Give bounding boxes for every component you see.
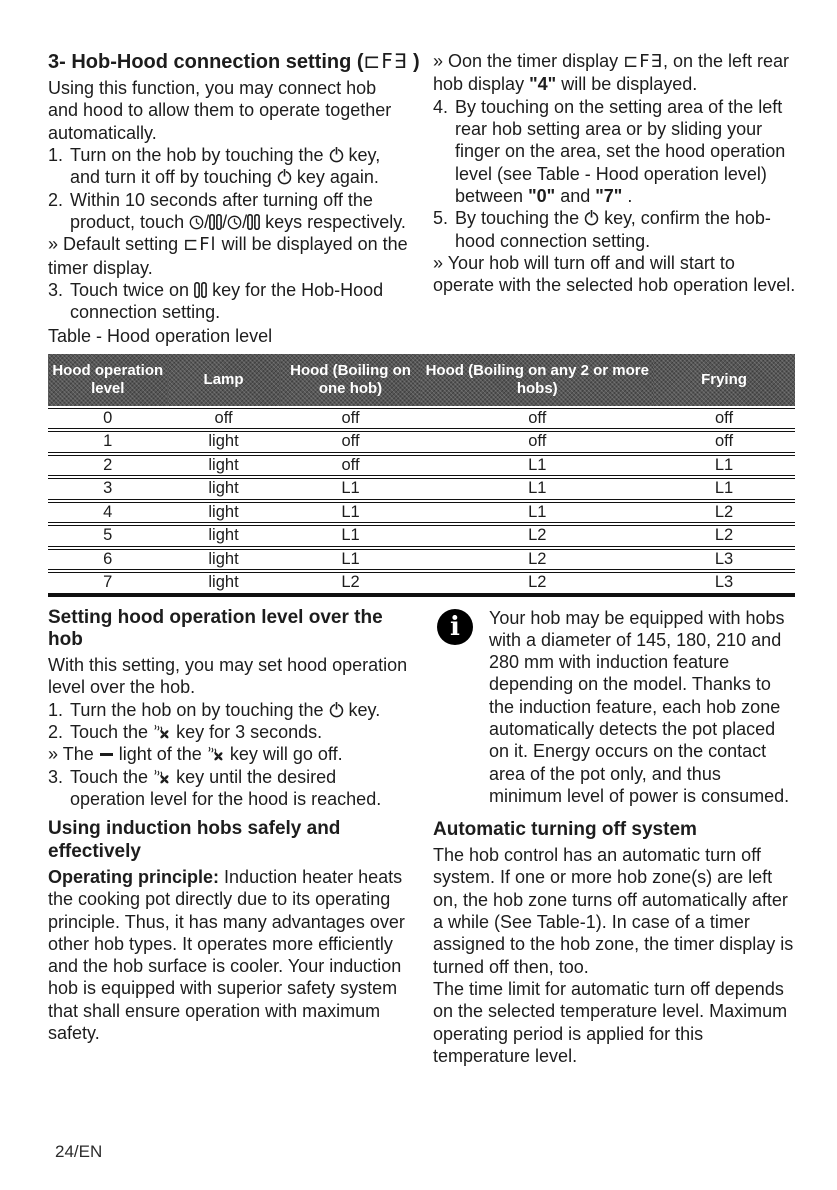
table-cell: 1 [48,431,168,452]
result-note [48,233,411,279]
result-note [48,743,411,765]
segment-display-cf3: ⊏F∃ [363,49,408,73]
timer-bars-icon [194,282,207,298]
table-row [48,502,795,523]
list-text: key again. [296,167,379,188]
bold-value: "7" [595,185,623,206]
paragraph: With this setting, you may set hood operation level over the hob. [48,655,408,698]
table-cell: off [168,408,280,429]
page-number: 24/EN [55,1142,103,1161]
hood-operation-table [48,352,795,599]
table-cell: 2 [48,455,168,476]
note-mark: » [433,252,444,273]
list-item [48,766,411,811]
table-cell: L1 [280,525,422,546]
note-text: The [62,744,94,765]
table-cell: light [168,455,280,476]
table-cell: off [653,408,795,429]
timer-clock-icon [189,215,204,230]
list-text: key until the desired operation level for the hood is reached. [70,766,382,809]
table-header-cell: Frying [653,354,795,406]
table-cell: L1 [280,478,422,499]
note-text: key will go off. [229,744,343,765]
list-text: key for 3 seconds. [176,722,323,743]
list-number: 1. [48,144,64,165]
bold-value: "0" [528,185,556,206]
note-text: , on the left rear hob display [433,51,790,95]
bold-lead: Operating principle: [48,866,220,887]
table-body [48,408,795,597]
list-item [433,207,796,252]
table-row [48,572,795,596]
paragraph: The time limit for automatic turn off depends on the selected temperature level. Maximum operating period is applied for this temperature level. [433,978,788,1066]
power-icon [329,146,344,163]
note-text: Oon the timer display [448,51,619,71]
table-cell: light [168,431,280,452]
table-cell: L2 [421,572,653,596]
table-cell: light [168,478,280,499]
subsection-heading: Automatic turning off system [433,819,697,841]
table-cell: L2 [653,525,795,546]
table-header-cell: Hood (Boiling on one hob) [280,354,422,406]
table-cell: L3 [653,549,795,570]
table-cell: L1 [421,455,653,476]
note-text: will be displayed on the timer display. [48,234,408,278]
table-cell: L1 [421,478,653,499]
table-cell: L2 [653,502,795,523]
table-cell: L1 [653,455,795,476]
bottom-section [48,607,795,1068]
table-row [48,525,795,546]
separator: / [242,211,248,232]
list-text: Turn on the hob by touching the [70,144,324,165]
list-item [48,279,411,324]
hood-fan-icon [153,723,171,740]
top-right-column [433,50,796,348]
top-section [48,50,795,348]
segment-display-cf3: ⊏F∃ [623,51,663,72]
paragraph: The hob control has an automatic turn off system. If one or more hob zone(s) are left on, the hob zone turns off automatically after a while (See Table-1). In case of a timer assigned to the hob zone, the timer display is turned off then, too. [433,845,794,977]
table-cell: 3 [48,478,168,499]
list-number: 3. [48,279,64,300]
table-head [48,354,795,406]
note-mark: » [48,234,59,255]
table-cell: light [168,502,280,523]
bottom-left-column [48,607,411,1068]
heading-text-close: ) [407,51,420,73]
list-number: 3. [48,766,64,787]
list-item [433,96,796,208]
note-text: light of the [118,744,202,765]
bottom-right-column [433,607,796,1068]
segment-display-cfi: ⊏Fl [183,234,217,256]
result-note [433,252,796,297]
separator: / [222,211,228,232]
table-cell: 4 [48,502,168,523]
hood-fan-icon [153,768,171,785]
table-row [48,549,795,570]
table-header-cell: Hood operation level [48,354,168,406]
table-cell: off [653,431,795,452]
list-number: 2. [48,189,64,210]
list-text: Touch the [70,722,149,743]
table-cell: off [421,408,653,429]
note-text: will be displayed. [561,74,698,95]
paragraph-text: Induction heater heats the cooking pot directly due to its operating principle. Thus, it has many advantages over other hob types. It operates more efficiently and the hob surface is cooler. Your induction hob is equipped with superior safety system that shall ensure operation with maximum safety. [48,866,405,1044]
table-cell: L1 [280,502,422,523]
table-cell: L2 [421,525,653,546]
list-text: Touch the [70,766,149,787]
note-text: Your hob will turn off and will start to operate with the selected hob operation level. [433,252,796,296]
table-cell: light [168,525,280,546]
table-cell: 0 [48,408,168,429]
bold-value: "4" [529,74,557,95]
list-text: key. [348,699,381,720]
list-text: and [560,185,591,206]
table-header-cell: Hood (Boiling on any 2 or more hobs) [421,354,653,406]
top-left-column [48,49,420,348]
table-cell: L1 [421,502,653,523]
table-cell: L1 [653,478,795,499]
table-cell: off [421,431,653,452]
list-item [48,189,411,234]
table-cell: L1 [280,549,422,570]
note-text: Default setting [63,234,179,255]
table-cell: L2 [421,549,653,570]
list-text: key, confirm the hob-hood connection setting. [455,208,771,251]
list-text: . [627,185,633,206]
timer-bars-icon [209,214,222,230]
list-item [48,721,411,743]
table-caption: Table - Hood operation level [48,326,273,347]
intro-paragraph: Using this function, you may connect hob and hood to allow them to operate together automatically. [48,78,392,143]
list-text: Turn the hob on by touching the [70,699,324,720]
hood-fan-icon [207,745,225,762]
list-number: 2. [48,722,64,743]
list-number: 4. [433,96,449,117]
list-text: By touching on the setting area of the left rear hob setting area or by sliding your finger on the area, set the hood operation level (see Table - Hood operation level) between [455,96,786,206]
list-number: 5. [433,208,449,229]
table-row [48,431,795,452]
note-mark: » [433,51,444,71]
list-number: 1. [48,699,64,720]
info-note [433,607,796,808]
table-row [48,478,795,499]
table-cell: 5 [48,525,168,546]
table-cell: 7 [48,572,168,596]
note-mark: » [48,744,59,765]
table-cell: L2 [280,572,422,596]
subsection-heading: Using induction hobs safely and effectively [48,818,341,863]
table-cell: light [168,572,280,596]
timer-clock-icon [227,215,242,230]
table-cell: light [168,549,280,570]
list-item [48,699,411,721]
list-text: key for the Hob-Hood connection setting. [70,279,384,323]
list-text: Within 10 seconds after turning off the product, touch [70,189,373,232]
table-cell: off [280,455,422,476]
subsection-heading: Setting hood operation level over the hob [48,606,383,651]
info-text: Your hob may be equipped with hobs with a diameter of 145, 180, 210 and 280 mm with induction feature depending on the model. Thanks to the induction feature, each hob zone automatically detects the pot placed on it. Energy occurs on the contact area of the pot only, and thus minimum level of power is consumed. [489,607,790,806]
list-text: key, and turn it off by touching [70,144,381,188]
info-icon: i [437,609,473,645]
table-cell: off [280,431,422,452]
power-icon [277,168,292,185]
section-heading [48,49,420,74]
table-row [48,455,795,476]
result-note [433,50,796,96]
list-text: By touching the [455,208,580,229]
table-cell: 6 [48,549,168,570]
table-cell: off [280,408,422,429]
power-icon [584,209,599,226]
list-item [48,144,411,189]
timer-bars-icon [247,214,260,230]
table-header-row [48,354,795,406]
heading-text: 3- Hob-Hood connection setting ( [48,51,364,73]
table-row [48,408,795,429]
led-dash-icon [100,753,113,756]
separator: / [204,211,210,232]
table-header-cell: Lamp [168,354,280,406]
power-icon [329,701,344,718]
list-text: keys respectively. [265,211,406,232]
table-cell: L3 [653,572,795,596]
list-text: Touch twice on [70,279,190,300]
paragraph [48,866,411,1045]
